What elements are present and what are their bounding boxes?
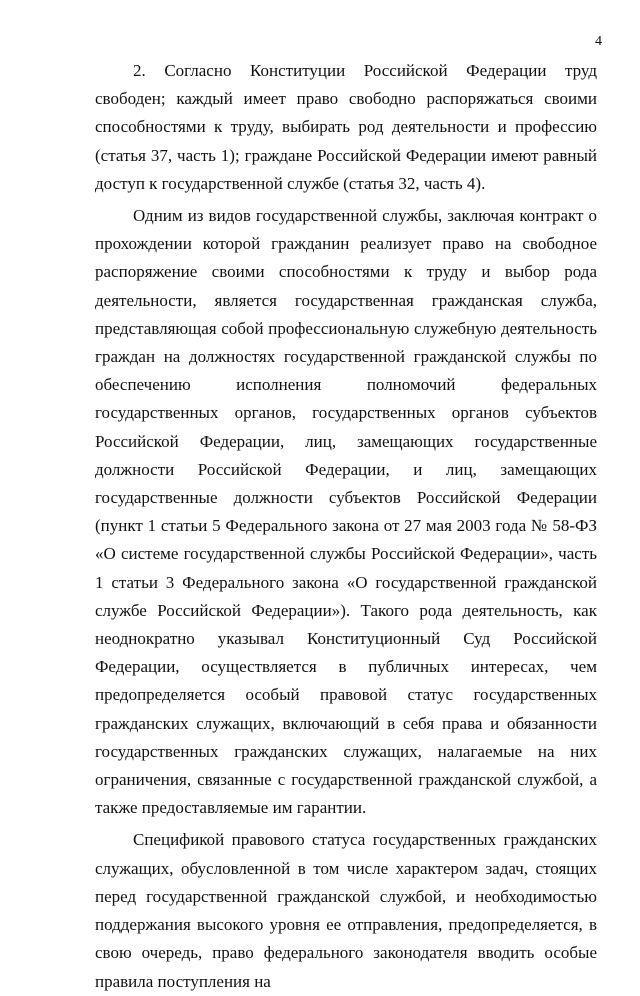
document-body (95, 57, 597, 996)
page-number: 4 (595, 34, 602, 49)
paragraph-constitution-labor: 2. Согласно Конституции Российской Федерации труд свободен; каждый имеет право свободно распоряжаться своими способностями к труду, выбирать род деятельности и профессию (статья 37, часть 1); граждане Российской Федерации имеют равный доступ к государственной службе (статья 32, часть 4). (95, 61, 597, 193)
paragraph-legal-status-specifics: Спецификой правового статуса государственных гражданских служащих, обусловленной в том числе характером задач, стоящих перед государственной гражданской службой, и необходимостью поддержания высокого уровня ее отправления, предопределяется, в свою очередь, право федерального законодателя вводить особые правила поступления на (95, 830, 597, 991)
paragraph-civil-service-definition: Одним из видов государственной службы, заключая контракт о прохождении которой гражданин реализует право на свободное распоряжение своими способностями к труду и выбор рода деятельности, является государственная гражданская служба, представляющая собой профессиональную служебную деятельность граждан на должностях государственной гражданской службы по обеспечению исполнения полномочий федеральных государственных органов, государственных органов субъектов Российской Федерации, лиц, замещающих государственные должности Российской Федерации, и лиц, замещающих государственные должности субъектов Российской Федерации (пункт 1 статьи 5 Федерального закона от 27 мая 2003 года № 58-ФЗ «О системе государственной службы Российской Федерации», часть 1 статьи 3 Федерального закона «О государственной гражданской службе Российской Федерации»). Такого рода деятельность, как неоднократно указывал Конституционный Суд Российской Федерации, осуществляется в публичных интересах, чем предопределяется особый правовой статус государственных гражданских служащих, включающий в себя права и обязанности государственных гражданских служащих, налагаемые на них ограничения, связанные с государственной гражданской службой, а также предоставляемые им гарантии. (95, 206, 597, 818)
